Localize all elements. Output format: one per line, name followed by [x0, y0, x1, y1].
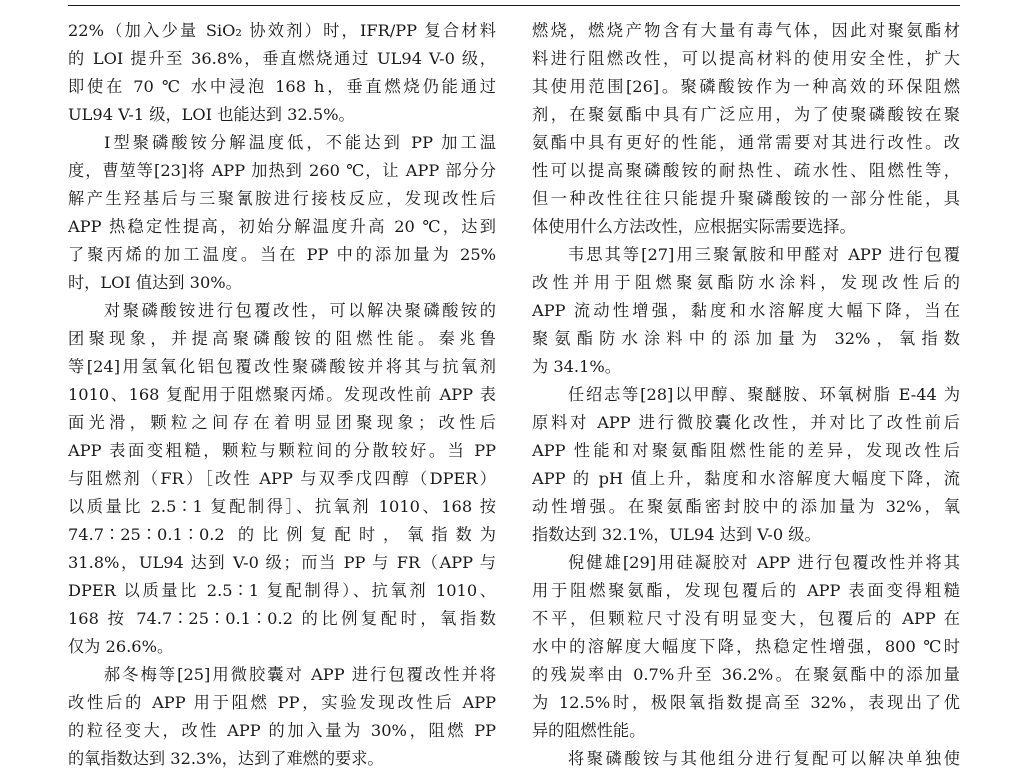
text-line: DPER 以质量比 2.5∶1 复配制得）、抗氧剂 1010、 — [68, 581, 496, 600]
text-line: 等[24]用氢氧化铝包覆改性聚磷酸铵并将其与抗氧剂 — [68, 357, 496, 376]
text-line: 用于阻燃聚氨酯，发现包覆后的 APP 表面变得粗糙 — [532, 581, 960, 600]
text-line: 以质量比 2.5∶1 复配制得］、抗氧剂 1010、168 按 — [68, 497, 496, 516]
text-line: 度，曹堃等[23]将 APP 加热到 260 ℃，让 APP 部分分 — [68, 161, 496, 180]
text-line: 解产生羟基后与三聚氰胺进行接枝反应，发现改性后 — [68, 189, 496, 208]
text-line: 不平，但颗粒尺寸没有明显变大，包覆后的 APP 在 — [532, 609, 960, 628]
text-line: 剂，在聚氨酯中具有广泛应用，为了使聚磷酸铵在聚 — [532, 105, 960, 124]
header-rule — [68, 5, 960, 6]
right-text-column — [532, 17, 960, 773]
text-line: 改性后的 APP 用于阻燃 PP，实验发现改性后 APP — [68, 693, 496, 712]
text-line: 团聚现象，并提高聚磷酸铵的阻燃性能。秦兆鲁 — [68, 329, 496, 348]
text-line: 为 34.1%。 — [532, 357, 621, 376]
text-line: 但一种改性往往只能提升聚磷酸铵的一部分性能，具 — [532, 189, 960, 208]
text-line: APP 热稳定性提高，初始分解温度升高 20 ℃，达到 — [68, 217, 496, 236]
text-line: 氨酯中具有更好的性能，通常需要对其进行改性。改 — [532, 133, 960, 152]
text-line: 对聚磷酸铵进行包覆改性，可以解决聚磷酸铵的 — [104, 301, 496, 320]
text-line: UL94 V-1 级，LOI 也能达到 32.5%。 — [68, 105, 355, 124]
text-line: 体使用什么方法改性，应根据实际需要选择。 — [532, 217, 856, 236]
text-line: 郝冬梅等[25]用微胶囊对 APP 进行包覆改性并将 — [104, 665, 496, 684]
text-line: APP 表面变粗糙，颗粒与颗粒间的分散较好。当 PP — [68, 441, 496, 460]
text-line: 其使用范围[26]。聚磷酸铵作为一种高效的环保阻燃 — [532, 77, 960, 96]
text-line: 性可以提高聚磷酸铵的耐热性、疏水性、阻燃性等， — [532, 161, 960, 180]
text-line: 与阻燃剂（FR）［改性 APP 与双季戊四醇（DPER） — [68, 469, 496, 488]
text-line: 改性并用于阻燃聚氨酯防水涂料，发现改性后的 — [532, 273, 960, 292]
text-line: 31.8%，UL94 达到 V-0 级；而当 PP 与 FR（APP 与 — [68, 553, 496, 572]
text-line: 的 LOI 提升至 36.8%，垂直燃烧通过 UL94 V-0 级， — [68, 49, 496, 68]
text-line: 面光滑，颗粒之间存在着明显团聚现象；改性后 — [68, 413, 496, 432]
text-line: 韦思其等[27]用三聚氰胺和甲醛对 APP 进行包覆 — [568, 245, 960, 264]
text-line: 将聚磷酸铵与其他组分进行复配可以解决单独使 — [568, 749, 960, 768]
text-line: 1010、168 复配用于阻燃聚丙烯。发现改性前 APP 表 — [68, 385, 496, 404]
text-line: 74.7∶25∶0.1∶0.2 的比例复配时，氧指数为 — [68, 525, 496, 544]
text-line: 任绍志等[28]以甲醇、聚醚胺、环氧树脂 E-44 为 — [568, 385, 960, 404]
text-line: 为 12.5%时，极限氧指数提高至 32%，表现出了优 — [532, 693, 960, 712]
text-line: 的氧指数达到 32.3%，达到了难燃的要求。 — [68, 749, 384, 768]
text-line: 的粒径变大，改性 APP 的加入量为 30%，阻燃 PP — [68, 721, 496, 740]
text-line: APP 的 pH 值上升，黏度和水溶解度大幅度下降，流 — [532, 469, 960, 488]
left-text-column — [68, 17, 496, 773]
text-line: 异的阻燃性能。 — [532, 721, 646, 740]
text-line: 燃烧，燃烧产物含有大量有毒气体，因此对聚氨酯材 — [532, 21, 960, 40]
text-line: Ⅰ型聚磷酸铵分解温度低，不能达到 PP 加工温 — [104, 133, 496, 152]
text-line: 22%（加入少量 SiO₂ 协效剂）时，IFR/PP 复合材料 — [68, 21, 496, 40]
text-line: 倪健雄[29]用硅凝胶对 APP 进行包覆改性并将其 — [568, 553, 960, 572]
text-line: APP 流动性增强，黏度和水溶解度大幅下降，当在 — [532, 301, 960, 320]
text-line: 仅为 26.6%。 — [68, 637, 174, 656]
text-line: 即使在 70 ℃ 水中浸泡 168 h，垂直燃烧仍能通过 — [68, 77, 496, 96]
text-line: 的残炭率由 0.7%升至 36.2%。在聚氨酯中的添加量 — [532, 665, 960, 684]
text-line: 料进行阻燃改性，可以提高材料的使用安全性，扩大 — [532, 49, 960, 68]
text-line: APP 性能和对聚氨酯阻燃性能的差异，发现改性后 — [532, 441, 960, 460]
text-line: 指数达到 32.1%，UL94 达到 V-0 级。 — [532, 525, 821, 544]
text-line: 水中的溶解度大幅度下降，热稳定性增强，800 ℃时 — [532, 637, 960, 656]
text-line: 168 按 74.7∶25∶0.1∶0.2 的比例复配时，氧指数 — [68, 609, 496, 628]
text-line: 聚氨酯防水涂料中的添加量为 32%，氧指数 — [532, 329, 960, 348]
text-line: 原料对 APP 进行微胶囊化改性，并对比了改性前后 — [532, 413, 960, 432]
text-line: 了聚丙烯的加工温度。当在 PP 中的添加量为 25% — [68, 245, 496, 264]
text-line: 动性增强。在聚氨酯密封胶中的添加量为 32%，氧 — [532, 497, 960, 516]
text-line: 时，LOI 值达到 30%。 — [68, 273, 242, 292]
